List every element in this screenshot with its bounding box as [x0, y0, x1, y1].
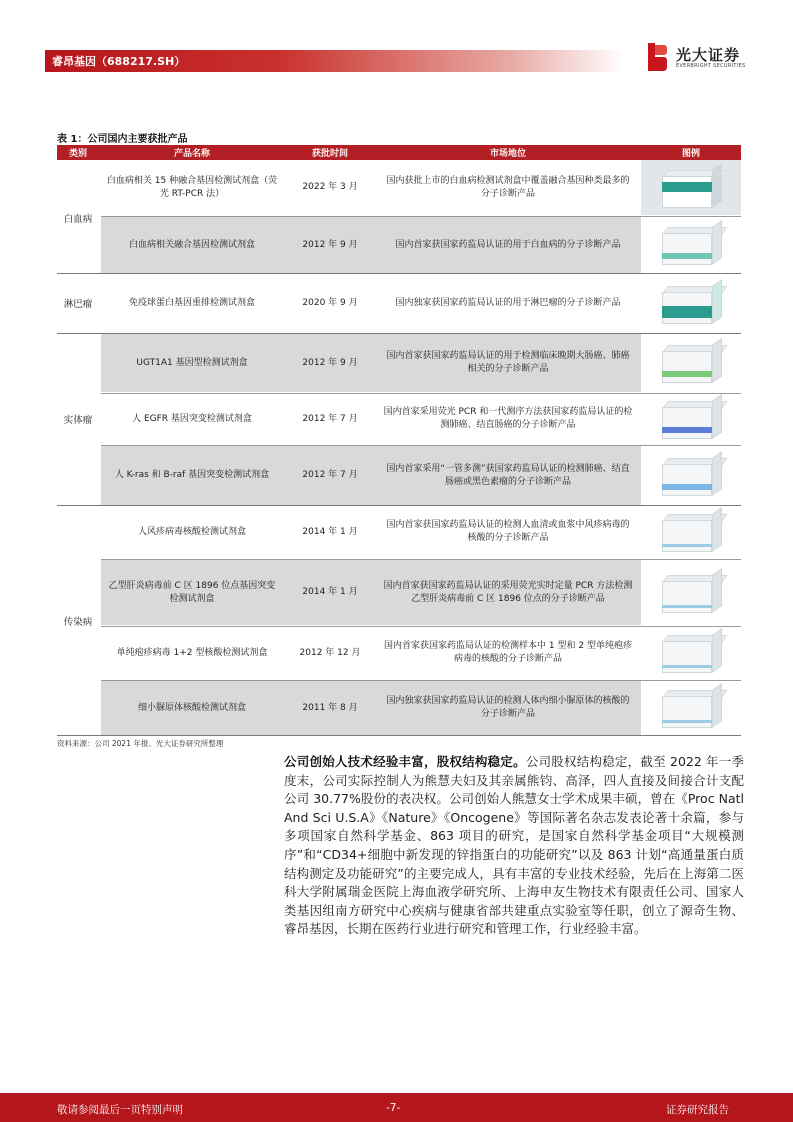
product-name: 人风疹病毒核酸检测试剂盒 — [137, 526, 246, 537]
market-position: 国内独家获国家药监局认证的用于淋巴瘤的分子诊断产品 — [395, 298, 621, 308]
product-name: 人 K-ras 和 B-raf 基因突变检测试剂盒 — [114, 470, 270, 480]
approval-date: 2022 年 3 月 — [302, 182, 358, 192]
kit-box-icon — [656, 166, 726, 210]
product-image — [641, 334, 741, 392]
market-position: 国内独家获国家药监局认证的检测人体内细小脲原体的核酸的分子诊断产品 — [386, 696, 630, 719]
table-row — [101, 394, 741, 444]
product-image — [641, 681, 741, 735]
kit-box-icon — [656, 397, 726, 441]
approval-date: 2012 年 12 月 — [299, 647, 361, 658]
product-image — [641, 506, 741, 558]
category-lymphoma: 淋巴瘤 — [63, 299, 93, 310]
table-source: 资料来源：公司 2021 年报、光大证券研究所整理 — [57, 739, 224, 748]
col-category: 类别 — [68, 149, 87, 159]
company-title: 睿昂基因（688217.SH） — [52, 55, 186, 68]
category-infectious: 传染病 — [63, 617, 93, 628]
approval-date: 2020 年 9 月 — [302, 298, 358, 308]
product-image — [641, 627, 741, 679]
product-name: 人 EGFR 基因突变检测试剂盒 — [132, 413, 252, 424]
kit-box-icon — [656, 223, 726, 267]
category-solid-tumor: 实体瘤 — [63, 415, 93, 426]
table-row — [101, 627, 741, 679]
product-name: 白血病相关融合基因检测试剂盒 — [128, 239, 255, 250]
market-position: 国内首家采用“一管多测”获国家药监局认证的检测肺癌、结直肠癌或黑色素瘤的分子诊断产品 — [386, 463, 630, 487]
market-position: 国内首家获国家药监局认证的用于白血病的分子诊断产品 — [395, 239, 621, 250]
product-image — [641, 446, 741, 505]
table-row — [101, 560, 741, 625]
logo-en-text: EVERBRIGHT SECURITIES — [676, 63, 746, 69]
market-position: 国内首家获国家药监局认证的检测人血清或血浆中风疹病毒的核酸的分子诊断产品 — [386, 520, 630, 543]
product-image — [641, 160, 741, 215]
product-image — [641, 560, 741, 625]
col-image: 图例 — [681, 149, 700, 159]
approval-date: 2012 年 7 月 — [302, 413, 358, 424]
footer-report-type: 证券研究报告 — [666, 1104, 729, 1116]
category-leukemia: 白血病 — [63, 214, 93, 225]
page-number: -7- — [386, 1102, 401, 1114]
product-name: 细小脲原体核酸检测试剂盒 — [137, 702, 246, 713]
product-name: UGT1A1 基因型检测试剂盒 — [136, 357, 248, 368]
product-image — [641, 394, 741, 444]
table-row — [101, 160, 741, 215]
col-position: 市场地位 — [489, 149, 526, 159]
table-caption: 表 1：公司国内主要获批产品 — [57, 134, 188, 145]
col-product: 产品名称 — [173, 149, 210, 159]
kit-box-icon — [656, 454, 726, 498]
footer-band — [0, 1093, 793, 1122]
table-header — [57, 145, 741, 160]
product-image — [641, 274, 741, 333]
body-paragraph — [284, 753, 744, 939]
approval-date: 2014 年 1 月 — [302, 587, 358, 597]
paragraph-lead: 公司创始人技术经验丰富，股权结构稳定。 — [284, 754, 526, 769]
product-name: 白血病相关 15 种融合基因检测试剂盒（荧光 RT-PCR 法） — [106, 175, 278, 199]
logo-cn-text: 光大证券 — [676, 46, 741, 64]
approval-date: 2011 年 8 月 — [302, 702, 358, 713]
table-row — [101, 506, 741, 558]
table-row — [101, 446, 741, 505]
product-name: 乙型肝炎病毒前 C 区 1896 位点基因突变检测试剂盒 — [108, 580, 276, 604]
footer-disclaimer: 敬请参阅最后一页特别声明 — [57, 1104, 183, 1116]
market-position: 国内首家获国家药监局认证的采用荧光实时定量 PCR 方法检测乙型肝炎病毒前 C 区 1896 位点的分子诊断产品 — [383, 580, 633, 604]
approval-date: 2012 年 7 月 — [302, 470, 358, 480]
kit-box-icon — [656, 686, 726, 730]
market-position: 国内首家获国家药监局认证的用于检测临床晚期大肠癌、肺癌相关的分子诊断产品 — [386, 351, 630, 374]
approval-date: 2012 年 9 月 — [302, 239, 358, 250]
table-row — [101, 217, 741, 273]
logo-mark-icon — [646, 42, 668, 72]
table-row — [101, 681, 741, 735]
product-name: 免疫球蛋白基因重排检测试剂盒 — [128, 298, 255, 308]
product-name: 单纯疱疹病毒 1+2 型核酸检测试剂盒 — [116, 647, 268, 658]
col-date: 获批时间 — [311, 149, 348, 159]
approval-date: 2012 年 9 月 — [302, 357, 358, 368]
kit-box-icon — [656, 510, 726, 554]
kit-box-icon — [656, 341, 726, 385]
product-image — [641, 217, 741, 273]
market-position: 国内首家获国家药监局认证的检测样本中 1 型和 2 型单纯疱疹病毒的核酸的分子诊断产品 — [384, 641, 632, 664]
paragraph-body: 公司股权结构稳定，截至 2022 年一季度末，公司实际控制人为熊慧夫妇及其亲属熊钧、高泽，四人直接及间接合计支配公司 30.77%股份的表决权。公司创始人熊慧女士学术成果丰硕，曾在《Proc Natl And Sci U.S.A》《Nature》《Oncogene》等国际著名杂志发表论著十余篇，参与多项国家自然科学基金、863 项目的研究，是国家自然科学基金项目“大规模测序”和“CD34+细胞中新发现的锌指蛋白的功能研究”以及 863 计划“高通量蛋白质结构测定及功能研究”的主要完成人，具有丰富的专业技术经验，先后在上海第二医科大学附属瑞金医院上海血液学研究所、上海申友生物技术有限责任公司、国家人类基因组南方研究中心疾病与健康省部共建重点实验室等任职，创立了源奇生物、睿昂基因，长期在医药行业进行研究和管理工作，行业经验丰富。 — [284, 754, 744, 937]
table-row — [101, 274, 741, 333]
table-bottom-border — [57, 735, 741, 736]
everbright-logo — [646, 42, 756, 74]
market-position: 国内首家采用荧光 PCR 和一代测序方法获国家药监局认证的检测肺癌、结直肠癌的分子诊断产品 — [383, 407, 633, 430]
kit-box-icon — [656, 282, 726, 326]
market-position: 国内获批上市的白血病检测试剂盒中覆盖融合基因种类最多的分子诊断产品 — [386, 175, 630, 199]
approval-date: 2014 年 1 月 — [302, 526, 358, 537]
table-row — [101, 334, 741, 392]
kit-box-icon — [656, 631, 726, 675]
kit-box-icon — [656, 571, 726, 615]
